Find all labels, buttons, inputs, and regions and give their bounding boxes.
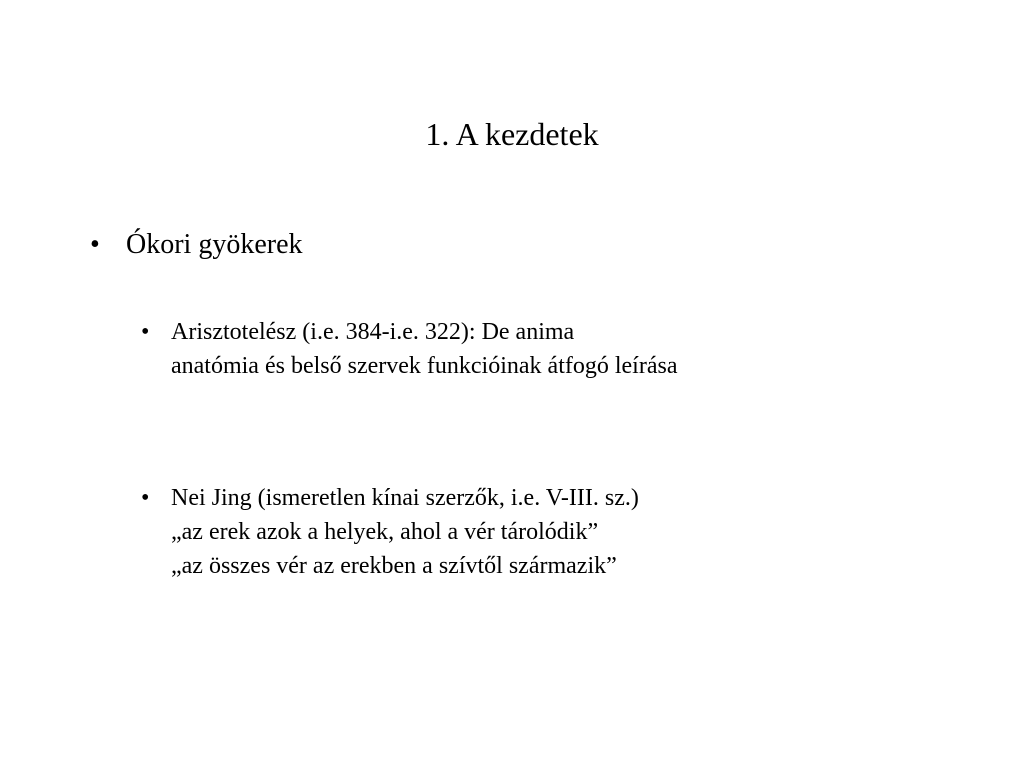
bullet-icon: • <box>141 485 150 511</box>
bullet-nei-jing <box>141 481 639 583</box>
bullet-text: Ókori gyökerek <box>126 229 303 260</box>
slide-title: 1. A kezdetek <box>425 116 599 152</box>
bullet-ancient-roots <box>90 225 303 265</box>
bullet-line: Nei Jing (ismeretlen kínai szerzők, i.e. V-III. sz.) <box>171 485 639 511</box>
bullet-line: Arisztotelész (i.e. 384-i.e. 322): De anima <box>171 319 575 345</box>
bullet-icon: • <box>141 319 150 345</box>
quote-line: „az erek azok a helyek, ahol a vér tárolódik” <box>171 519 599 545</box>
quote-line: „az összes vér az erekben a szívtől származik” <box>171 553 617 579</box>
bullet-line: anatómia és belső szervek funkcióinak átfogó leírása <box>171 353 678 379</box>
bullet-aristotle <box>141 315 677 383</box>
bullet-icon: • <box>90 229 100 260</box>
